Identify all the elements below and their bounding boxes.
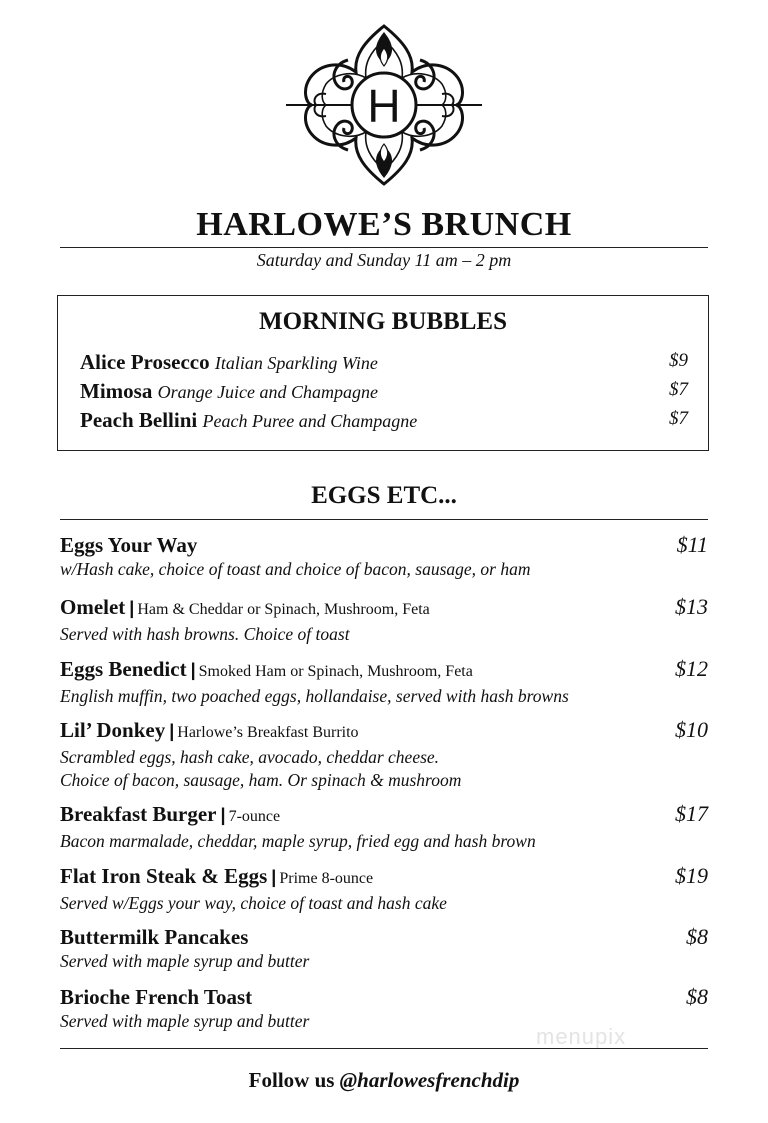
logo-monogram: H xyxy=(367,80,401,132)
bubble-name: Alice Prosecco xyxy=(80,350,210,374)
item-detail: Prime 8-ounce xyxy=(279,870,374,887)
eggs-divider xyxy=(60,519,708,520)
item-name: Eggs Your Way xyxy=(60,533,198,557)
menu-item-lil-donkey xyxy=(60,717,708,792)
bubble-name: Mimosa xyxy=(80,379,153,403)
bubble-item xyxy=(80,350,688,376)
bubble-price: $7 xyxy=(669,379,688,400)
item-name: Buttermilk Pancakes xyxy=(60,925,249,949)
item-name: Brioche French Toast xyxy=(60,985,253,1009)
item-detail: Smoked Ham or Spinach, Mushroom, Feta xyxy=(198,663,473,680)
item-name: Breakfast Burger xyxy=(60,802,217,826)
morning-bubbles-section xyxy=(57,295,709,451)
menu-title: HARLOWE’S BRUNCH xyxy=(196,206,572,243)
menu-hours: Saturday and Sunday 11 am – 2 pm xyxy=(256,250,512,270)
watermark: menupix xyxy=(536,1024,627,1049)
menu-item-breakfast-burger xyxy=(60,801,708,853)
item-price: $8 xyxy=(686,924,708,949)
follow-label: Follow us xyxy=(248,1068,335,1092)
eggs-section-title: EGGS ETC... xyxy=(311,482,457,509)
item-price: $19 xyxy=(675,863,708,888)
bubble-desc: Italian Sparkling Wine xyxy=(214,353,378,373)
item-desc: Served w/Eggs your way, choice of toast and hash cake xyxy=(60,893,447,913)
item-detail: Ham & Cheddar or Spinach, Mushroom, Feta xyxy=(137,601,430,618)
item-name: Omelet xyxy=(60,595,126,619)
item-detail: 7-ounce xyxy=(228,808,281,825)
item-separator: | xyxy=(190,660,196,680)
item-name: Lil’ Donkey xyxy=(60,718,166,742)
item-desc: Choice of bacon, sausage, ham. Or spinach & mushroom xyxy=(60,770,462,790)
footer-divider xyxy=(60,1048,708,1049)
bubble-desc: Orange Juice and Champagne xyxy=(157,382,379,402)
item-desc: Bacon marmalade, cheddar, maple syrup, fried egg and hash brown xyxy=(60,831,536,851)
item-desc: Scrambled eggs, hash cake, avocado, cheddar cheese. xyxy=(60,747,440,767)
item-price: $17 xyxy=(675,801,708,826)
social-handle[interactable]: @harlowesfrenchdip xyxy=(339,1068,520,1092)
item-name: Flat Iron Steak & Eggs xyxy=(60,864,268,888)
bubble-item xyxy=(80,379,688,405)
item-price: $11 xyxy=(676,532,708,557)
item-price: $8 xyxy=(686,984,708,1009)
menu-item-eggs-your-way xyxy=(60,532,708,581)
morning-bubbles-title: MORNING BUBBLES xyxy=(259,308,507,335)
item-desc: Served with maple syrup and butter xyxy=(60,951,310,971)
item-separator: | xyxy=(271,867,277,887)
item-separator: | xyxy=(220,805,226,825)
bubble-name: Peach Bellini xyxy=(80,408,198,432)
item-name: Eggs Benedict xyxy=(60,657,187,681)
menu-item-eggs-benedict xyxy=(60,656,708,708)
menu-item-buttermilk-pancakes xyxy=(60,924,708,973)
item-detail: Harlowe’s Breakfast Burrito xyxy=(177,724,359,741)
bubble-desc: Peach Puree and Champagne xyxy=(202,411,418,431)
item-separator: | xyxy=(129,598,135,618)
item-price: $12 xyxy=(675,656,708,681)
menu-item-omelet xyxy=(60,594,708,646)
item-desc: w/Hash cake, choice of toast and choice of bacon, sausage, or ham xyxy=(60,559,531,579)
bubble-item xyxy=(80,408,688,434)
title-divider xyxy=(60,247,708,248)
bubble-price: $7 xyxy=(669,408,688,429)
bubble-price: $9 xyxy=(669,350,688,371)
item-price: $13 xyxy=(675,594,708,619)
harlowes-logo xyxy=(286,20,482,190)
item-price: $10 xyxy=(675,717,708,742)
item-desc: English muffin, two poached eggs, hollandaise, served with hash browns xyxy=(60,686,569,706)
item-desc: Served with maple syrup and butter xyxy=(60,1011,310,1031)
item-desc: Served with hash browns. Choice of toast xyxy=(60,624,350,644)
menu-item-flat-iron-steak xyxy=(60,863,708,915)
footer-follow xyxy=(0,1068,768,1093)
item-separator: | xyxy=(169,721,175,741)
